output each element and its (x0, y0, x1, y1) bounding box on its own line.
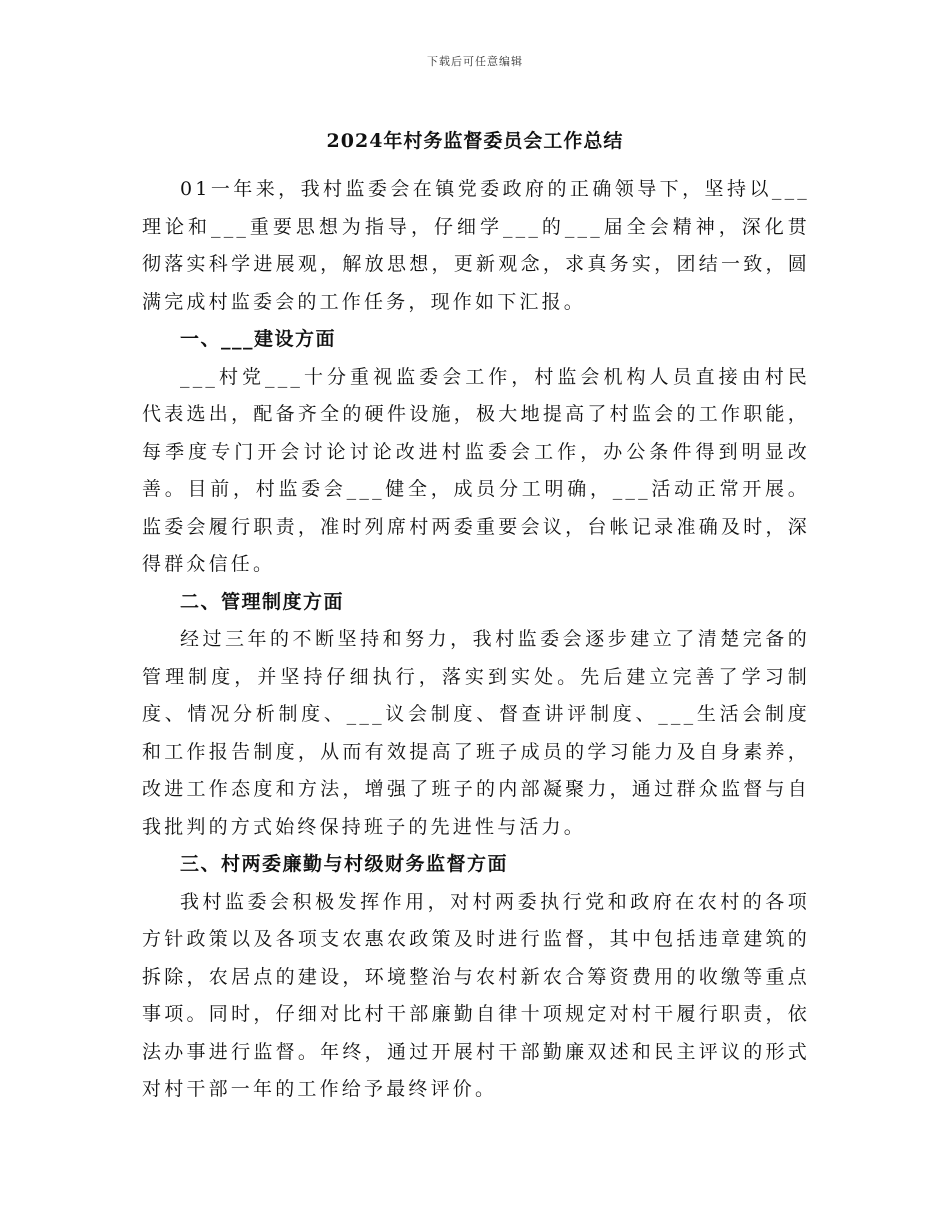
section-body-2: 经过三年的不断坚持和努力，我村监委会逐步建立了清楚完备的管理制度，并坚持仔细执行，落实到实处。先后建立完善了学习制度、情况分析制度、___议会制度、督查讲评制度、___生活会制度和工作报告制度，从而有效提高了班子成员的学习能力及自身素养，改进工作态度和方法，增强了班子的内部凝聚力，通过群众监督与自我批判的方式始终保持班子的先进性与活力。 (142, 628, 810, 838)
section-heading-2: 二、管理制度方面 (180, 590, 345, 613)
section-heading-3: 三、村两委廉勤与村级财务监督方面 (180, 853, 509, 875)
intro-paragraph: 01一年来，我村监委会在镇党委政府的正确领导下，坚持以___理论和___重要思想为指导，仔细学___的___届全会精神，深化贯彻落实科学进展观，解放思想，更新观念，求真务实，团结一致，圆满完成村监委会的工作任务，现作如下汇报。 (142, 178, 810, 313)
page-header-note: 下载后可任意编辑 (427, 55, 523, 68)
document-body (142, 171, 810, 1109)
document-title: 2024年村务监督委员会工作总结 (326, 130, 624, 152)
section-body-3: 我村监委会积极发挥作用，对村两委执行党和政府在农村的各项方针政策以及各项支农惠农政策及时进行监督，其中包括违章建筑的拆除，农居点的建设，环境整治与农村新农合筹资费用的收缴等重点事项。同时，仔细对比村干部廉勤自律十项规定对村干履行职责，依法办事进行监督。年终，通过开展村干部勤廉双述和民主评议的形式对村干部一年的工作给予最终评价。 (142, 890, 810, 1100)
section-heading-1: 一、___建设方面 (180, 328, 337, 350)
section-body-1: ___村党___十分重视监委会工作，村监会机构人员直接由村民代表选出，配备齐全的硬件设施，极大地提高了村监会的工作职能，每季度专门开会讨论讨论改进村监委会工作，办公条件得到明显改善。目前，村监委会___健全，成员分工明确，___活动正常开展。监委会履行职责，准时列席村两委重要会议，台帐记录准确及时，深得群众信任。 (142, 365, 810, 575)
